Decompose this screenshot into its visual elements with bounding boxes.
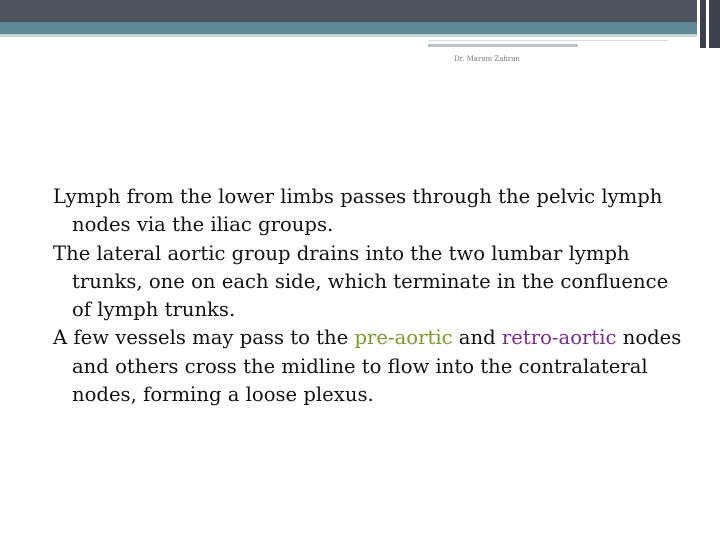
paragraph-lower-limbs: Lymph from the lower limbs passes through the pelvic lymph nodes via the iliac groups. <box>53 185 663 237</box>
header-band-light <box>0 34 720 37</box>
paragraph-lateral-aortic: The lateral aortic group drains into the two lumbar lymph trunks, one on each side, which terminate in the confluence of lymph trunks. <box>53 241 669 322</box>
retro-aortic-highlight: retro-aortic <box>501 326 617 350</box>
header-band-dark <box>0 0 720 22</box>
pre-aortic-highlight: pre-aortic <box>354 326 453 350</box>
paragraph-3-part-2: and <box>452 326 502 350</box>
header-rule-short <box>428 44 578 47</box>
slide-body <box>53 183 683 409</box>
author-name: Dr. Maram Zahran <box>454 55 520 63</box>
paragraph-3-part-3: nodes and others cross the midline to flow into the contralateral nodes, forming a loose plexus. <box>72 326 682 407</box>
paragraph-few-vessels <box>53 324 683 409</box>
header-band-teal <box>0 22 720 34</box>
corner-accent-stripe <box>706 0 709 48</box>
header-rule-thin <box>428 40 668 41</box>
paragraph-3-part-1: A few vessels may pass to the <box>53 326 355 350</box>
